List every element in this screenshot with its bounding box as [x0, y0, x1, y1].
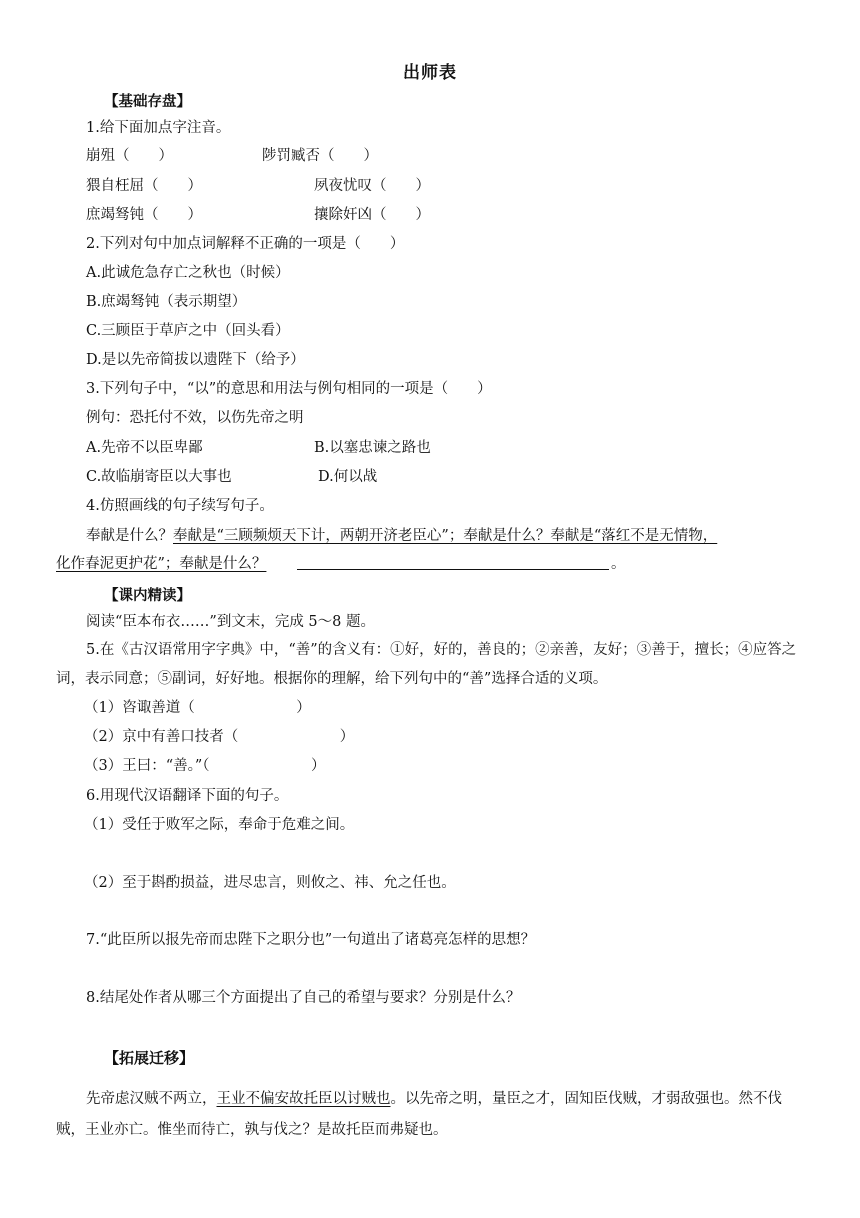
q7-stem: 7.“此臣所以报先帝而忠陛下之职分也”一句道出了诸葛亮怎样的思想？	[86, 932, 536, 948]
q3-option: D.何以战	[318, 469, 378, 485]
q4-stem: 4.仿照画线的句子续写句子。	[86, 498, 274, 514]
q2-option: B.庶竭驽钝（表示期望）	[86, 294, 247, 310]
section-extension-heading: 【拓展迁移】	[104, 1049, 195, 1067]
extension-passage	[56, 1084, 806, 1146]
q1-stem: 1.给下面加点字注音。	[86, 120, 231, 136]
reading-intro: 阅读“臣本布衣……”到文末，完成 5～8 题。	[86, 614, 375, 630]
q4-answer-blank[interactable]	[297, 569, 609, 570]
q4-end-mark: 。	[611, 556, 626, 572]
q2-option: A.此诚危急存亡之秋也（时候）	[86, 265, 290, 281]
q6-item: （2）至于斟酌损益，进尽忠言，则攸之、祎、允之任也。	[84, 875, 456, 891]
q4-underlined-sentence-cont: 化作春泥更护花”；奉献是什么？	[56, 556, 267, 572]
section-reading-heading: 【课内精读】	[104, 588, 191, 604]
q1-item: 夙夜忧叹（ ）	[314, 178, 430, 194]
q3-option: C.故临崩寄臣以大事也	[86, 469, 232, 485]
q3-option: A.先帝不以臣卑鄙	[86, 440, 203, 456]
q4-lead: 奉献是什么？	[86, 528, 173, 544]
q2-stem: 2.下列对句中加点词解释不正确的一项是（ ）	[86, 236, 405, 252]
q1-item: 猥自枉屈（ ）	[86, 178, 202, 194]
q2-option: C.三顾臣于草庐之中（回头看）	[86, 323, 290, 339]
q6-stem: 6.用现代汉语翻译下面的句子。	[86, 788, 289, 804]
q2-option: D.是以先帝简拔以遗陛下（给予）	[86, 352, 305, 368]
q3-example: 例句：恐托付不效，以伤先帝之明	[86, 410, 304, 426]
q5-item: （3）王曰：“善。”（ ）	[84, 758, 326, 774]
q3-stem: 3.下列句子中，“以”的意思和用法与例句相同的一项是（ ）	[86, 381, 492, 397]
q1-item: 庶竭驽钝（ ）	[86, 207, 202, 223]
passage-text: 先帝虑汉贼不两立，	[86, 1091, 217, 1107]
q4-line2	[56, 554, 266, 574]
q3-option: B.以塞忠谏之路也	[314, 440, 431, 456]
q5-item: （1）咨诹善道（ ）	[84, 700, 311, 716]
passage-text: 。以先帝之明，量臣之才，固知臣伐贼，才弱敌强也。然不伐贼，王业亦亡。惟坐而待亡，孰与伐之？是故托臣而弗疑也。	[56, 1091, 782, 1138]
page-title: 出师表	[403, 63, 457, 83]
q1-item: 崩殂（ ）	[86, 148, 173, 164]
q1-item: 攘除奸凶（ ）	[314, 207, 430, 223]
section-basic-heading: 【基础存盘】	[104, 94, 191, 110]
q8-stem: 8.结尾处作者从哪三个方面提出了自己的希望与要求？分别是什么？	[86, 990, 521, 1006]
q5-stem: 5.在《古汉语常用字字典》中，“善”的含义有：①好，好的，善良的；②亲善，友好；③善于，擅长；④应答之词，表示同意；⑤副词，好好地。根据你的理解，给下列句中的“善”选择合适的义项。	[56, 642, 797, 687]
q6-item: （1）受任于败军之际，奉命于危难之间。	[84, 817, 355, 833]
q1-item: 陟罚臧否（ ）	[262, 148, 378, 164]
q4-line1	[86, 526, 717, 546]
q4-underlined-sentence: 奉献是“三顾频烦天下计，两朝开济老臣心”；奉献是什么？奉献是“落红不是无情物，	[173, 528, 718, 544]
q5-item: （2）京中有善口技者（ ）	[84, 729, 355, 745]
passage-underlined: 王业不偏安故托臣以讨贼也	[216, 1091, 391, 1107]
